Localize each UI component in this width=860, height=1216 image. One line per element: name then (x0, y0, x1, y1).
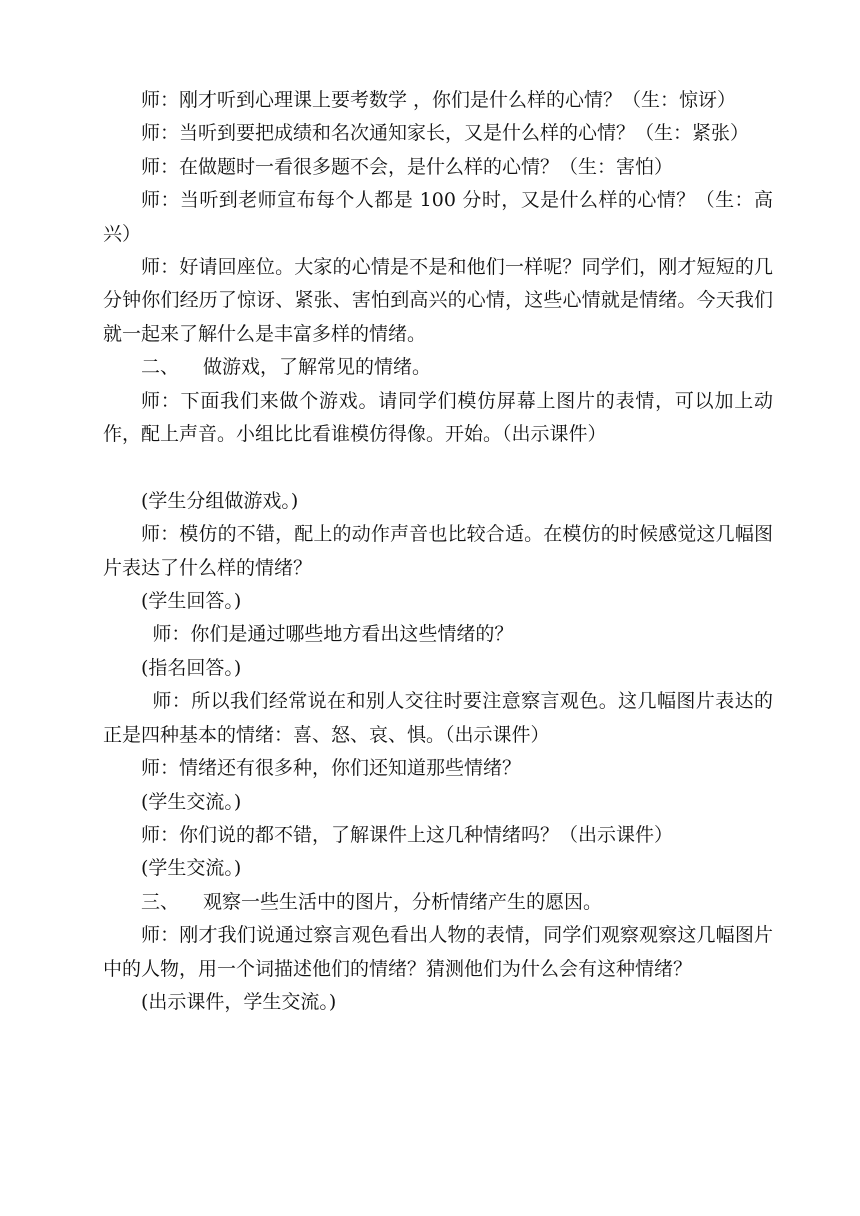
dialogue-paragraph: 师：刚才我们说通过察言观色看出人物的表情，同学们观察观察这几幅图片中的人物，用一个词描述他们的情绪？猜测他们为什么会有这种情绪？ (103, 924, 773, 980)
dialogue-paragraph: 师：当听到要把成绩和名次通知家长，又是什么样的心情？（生：紧张） (141, 122, 750, 145)
dialogue-paragraph: 师：下面我们来做个游戏。请同学们模仿屏幕上图片的表情，可以加上动作，配上声音。小组比比看谁模仿得像。开始。（出示课件） (103, 389, 773, 446)
stage-direction: (学生分组做游戏。) (141, 489, 299, 512)
stage-direction: (学生交流。) (141, 790, 242, 813)
dialogue-paragraph: 师：刚才听到心理课上要考数学 ，你们是什么样的心情？（生：惊讶） (141, 89, 737, 111)
dialogue-paragraph: 师：情绪还有很多种，你们还知道那些情绪？ (141, 757, 522, 780)
section-title: 观察一些生活中的图片，分析情绪产生的愿因。 (203, 890, 603, 913)
section-heading (103, 886, 773, 919)
dialogue-paragraph: 师：当听到老师宣布每个人都是 100 分时，又是什么样的心情？（生：高兴） (103, 189, 773, 245)
dialogue-paragraph: 师：你们说的都不错，了解课件上这几种情绪吗？（出示课件） (141, 823, 674, 846)
stage-direction: (出示课件，学生交流。) (141, 990, 337, 1013)
section-number: 三、 (141, 890, 180, 913)
stage-direction: (指名回答。) (141, 656, 242, 679)
dialogue-paragraph: 师：所以我们经常说在和别人交往时要注意察言观色。这几幅图片表达的正是四种基本的情绪：喜、怒、哀、惧。（出示课件） (103, 690, 773, 746)
stage-direction: (学生回答。) (141, 590, 242, 613)
section-heading (103, 351, 773, 384)
blank-line (103, 451, 773, 484)
dialogue-paragraph: 师：你们是通过哪些地方看出这些情绪的？ (152, 623, 514, 646)
dialogue-paragraph: 师：好请回座位。大家的心情是不是和他们一样呢？同学们，刚才短短的几分钟你们经历了惊讶、紧张、害怕到高兴的心情，这些心情就是情绪。今天我们就一起来了解什么是丰富多样的情绪。 (103, 256, 773, 345)
dialogue-paragraph: 师：模仿的不错，配上的动作声音也比较合适。在模仿的时候感觉这几幅图片表达了什么样的情绪？ (103, 523, 773, 579)
document-page (103, 84, 773, 1019)
stage-direction: (学生交流。) (141, 857, 242, 880)
section-title: 做游戏，了解常见的情绪。 (203, 356, 432, 379)
dialogue-paragraph: 师：在做题时一看很多题不会，是什么样的心情？（生：害怕） (141, 155, 674, 178)
section-number: 二、 (141, 356, 180, 379)
